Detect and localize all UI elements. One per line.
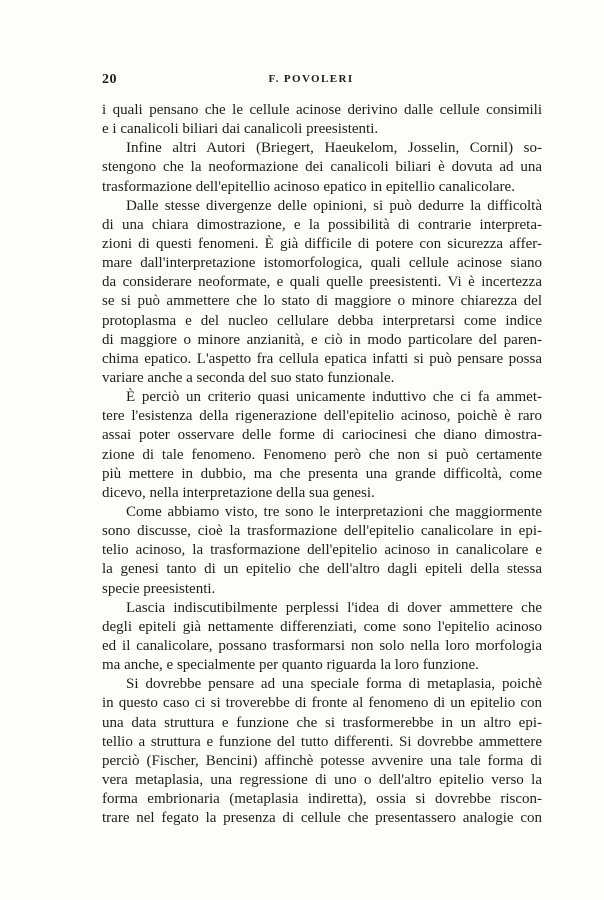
text-line: dicevo, nella interpretazione della sua genesi. [102, 484, 375, 501]
text-line: degli epiteli già nettamente differenziati, come sono l'epitelio acinoso [102, 618, 542, 635]
text-line: vera metaplasia, una regressione di uno o dell'altro epitelio verso la [102, 771, 542, 788]
text-line: È perciò un criterio quasi unicamente induttivo che ci fa ammet- [126, 389, 542, 406]
text-line: zione di tale fenomeno. Fenomeno però che non si può certamente [102, 446, 542, 463]
text-line: se si può ammettere che lo stato di maggiore o minore chiarezza del [102, 293, 542, 310]
running-head: F. POVOLERI [268, 73, 354, 85]
text-line: assai poter osservare delle forme di cariocinesi che diano dimostra- [102, 427, 542, 444]
text-line: forma embrionaria (metaplasia indiretta), ossia si dovrebbe riscon- [102, 791, 542, 808]
text-line: Infine altri Autori (Briegert, Haeukelom, Josselin, Cornil) so- [126, 140, 542, 157]
text-line: variare anche a seconda del suo stato funzionale. [102, 369, 395, 386]
text-line: di maggiore o minore anzianità, e ciò in modo particolare del paren- [102, 331, 542, 348]
text-line: telio acinoso, la trasformazione dell'epitelio acinoso in canalicolare e [102, 542, 542, 559]
text-line: di una chiara dimostrazione, e la possibilità di contrarie interpreta- [102, 216, 542, 233]
text-line: zioni di questi fenomeni. È già difficile di potere con sicurezza affer- [102, 235, 542, 252]
text-line: mare dall'interpretazione istomorfologica, quali cellule acinose siano [102, 255, 542, 272]
text-line: ed il canalicolare, possano trasformarsi non solo nella loro morfologia [102, 637, 542, 654]
text-line: tellio a struttura e funzione del tutto differenti. Si dovrebbe ammettere [102, 733, 542, 750]
text-line: una data struttura e funzione che si trasformerebbe in un altro epi- [102, 714, 542, 731]
text-line: chima epatico. L'aspetto fra cellula epatica infatti si può pensare possa [102, 350, 542, 367]
text-line: Dalle stesse divergenze delle opinioni, si può dedurre la difficoltà [126, 197, 542, 214]
body-text [102, 101, 542, 828]
text-line: Lascia indiscutibilmente perplessi l'idea di dover ammettere che [126, 599, 542, 616]
text-line: trare nel fegato la presenza di cellule che presentassero analogie con [102, 810, 542, 827]
text-line: da considerare neoformate, e quali quelle preesistenti. Vi è incertezza [102, 274, 542, 291]
text-line: e i canalicoli biliari dai canalicoli preesistenti. [102, 121, 379, 138]
text-line: la genesi tanto di un epitelio che dell'altro dagli epiteli della stessa [102, 561, 542, 578]
text-line: i quali pensano che le cellule acinose derivino dalle cellule consimili [102, 102, 542, 118]
text-line: tere l'esistenza della rigenerazione dell'epitelio acinoso, poichè è raro [102, 408, 542, 425]
text-line: specie preesistenti. [102, 580, 216, 597]
page-number: 20 [102, 72, 117, 87]
text-line: sono discusse, cioè la trasformazione dell'epitelio canalicolare in epi- [102, 523, 542, 540]
text-line: trasformazione dell'epitellio acinoso epatico in epitellio canalicolare. [102, 178, 515, 195]
text-line: protoplasma e del nucleo cellulare debba interpretarsi come indice [102, 312, 542, 329]
text-line: in questo caso ci si troverebbe di fronte al fenomeno di un epitelio con [102, 695, 542, 712]
text-line: ma anche, e specialmente per quanto riguarda la loro funzione. [102, 657, 479, 674]
text-line: perciò (Fischer, Bencini) affinchè potesse avvenire una tale forma di [102, 752, 542, 769]
text-line: Si dovrebbe pensare ad una speciale forma di metaplasia, poichè [126, 676, 542, 693]
text-line: Come abbiamo visto, tre sono le interpretazioni che maggiormente [126, 503, 542, 520]
text-line: stengono che la neoformazione dei canalicoli biliari è dovuta ad una [102, 159, 542, 176]
text-line: più mettere in dubbio, ma che presenta una grande difficoltà, come [102, 465, 542, 482]
